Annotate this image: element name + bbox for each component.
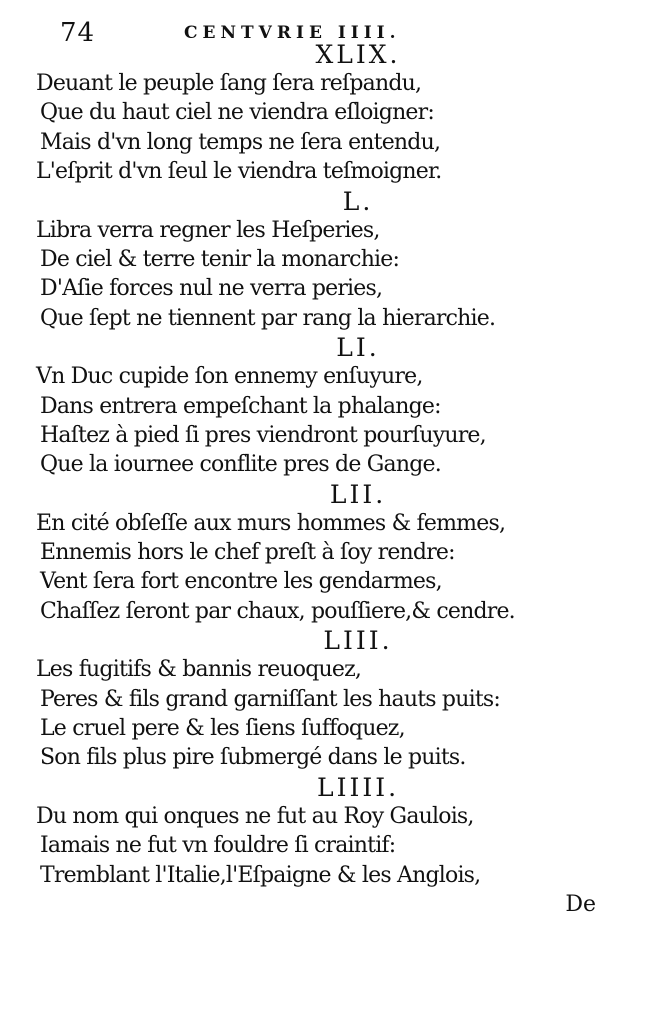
catchword: De — [565, 892, 596, 917]
verse-line: Haſtez à pied ſi pres viendront pourſuyure, — [40, 422, 486, 448]
verse-line: Que ſept ne tiennent par rang la hierarchie. — [40, 305, 496, 331]
verse-line: Son fils plus pire ſubmergé dans le puits. — [40, 745, 466, 771]
verse-line: Ennemis hors le chef preſt à ſoy rendre: — [40, 540, 455, 566]
verse-line: D'Aſie forces nul ne verra peries, — [40, 276, 383, 302]
verse-line: L'eſprit d'vn ſeul le viendra teſmoigner. — [36, 159, 442, 185]
quatrain-number: XLIX. — [315, 40, 401, 69]
quatrain-number: LIIII. — [316, 772, 400, 802]
quatrain-number: LI. — [336, 333, 380, 363]
verse-line: Peres & fils grand garniſſant les hauts puits: — [40, 686, 500, 712]
verse-line: Deuant le peuple ſang ſera reſpandu, — [36, 71, 422, 96]
verse-line: Les fugitifs & bannis reuoquez, — [36, 657, 362, 683]
verse-line: Tremblant l'Italie,l'Eſpaigne & les Anglois, — [40, 862, 481, 888]
text-block — [0, 40, 654, 890]
verse-line: De ciel & terre tenir la monarchie: — [40, 246, 400, 272]
header-title: CENTVRIE IIII. — [184, 23, 401, 43]
verse-line: Chaſſez ſeront par chaux, pouſſiere,& cendre. — [40, 598, 515, 624]
verse-line: Que du haut ciel ne viendra eſloigner: — [40, 100, 434, 126]
verse-line: Vn Duc cupide ſon ennemy enſuyure, — [36, 364, 423, 390]
verse-line: En cité obſeſſe aux murs hommes & femmes, — [36, 510, 506, 536]
page-number: 74 — [60, 18, 96, 48]
quatrain-number: L. — [342, 186, 374, 216]
verse-line: Le cruel pere & les ſiens ſuffoquez, — [40, 716, 405, 742]
verse-line: Mais d'vn long temps ne ſera entendu, — [40, 129, 441, 155]
quatrain-number: LIII. — [323, 626, 393, 656]
verse-line: Du nom qui onques ne fut au Roy Gaulois, — [36, 803, 474, 829]
verse-line: Que la iournee conflite pres de Gange. — [40, 452, 441, 478]
quatrain-number: LII. — [329, 479, 387, 509]
verse-line: Libra verra regner les Heſperies, — [36, 217, 380, 243]
verse-line: Vent ſera fort encontre les gendarmes, — [40, 569, 442, 595]
verse-line: Dans entrera empeſchant la phalange: — [40, 393, 441, 419]
verse-line: Iamais ne fut vn fouldre ſi craintif: — [40, 833, 396, 859]
